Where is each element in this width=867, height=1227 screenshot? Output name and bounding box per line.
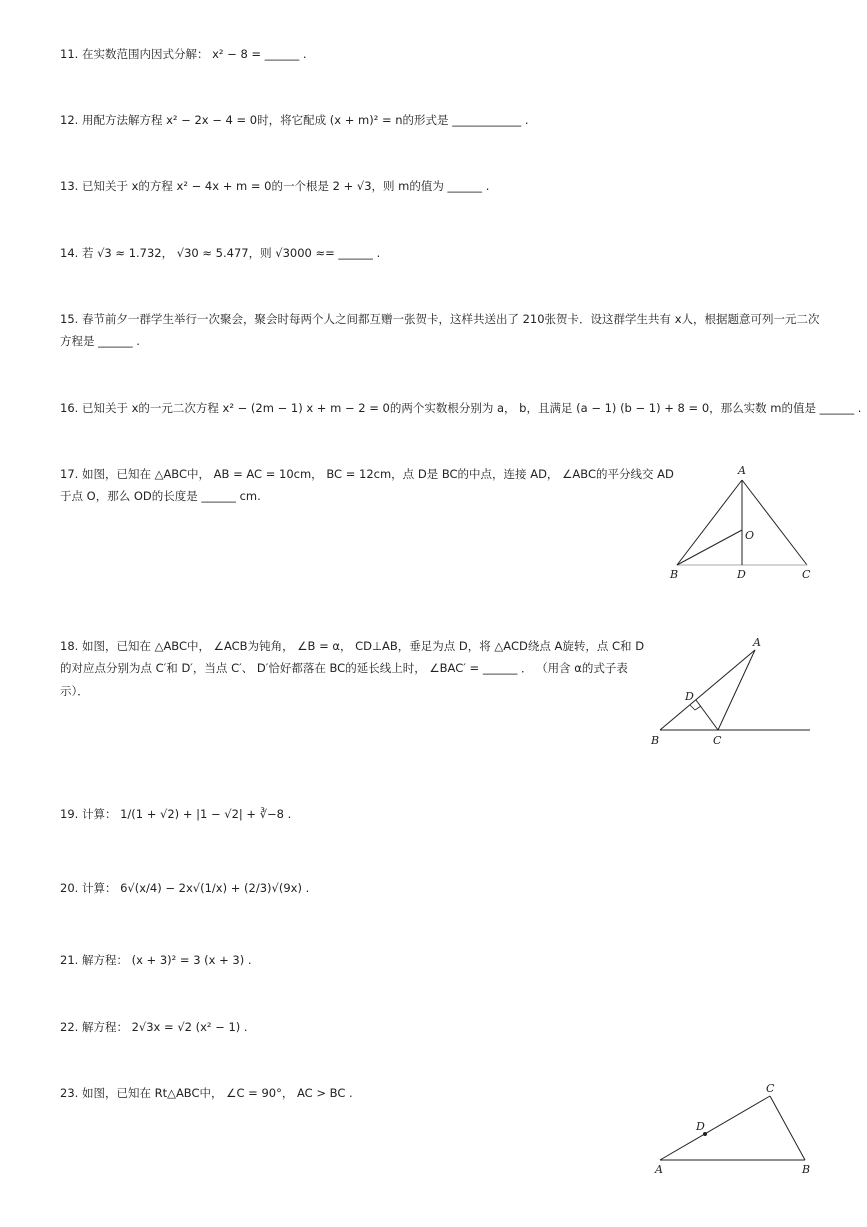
question-15-line1: 15. 春节前夕一群学生举行一次聚会，聚会时每两个人之间都互赠一张贺卡，这样共送出了 210张贺卡．设这群学生共有 x人，根据题意可列一元二次 <box>60 312 820 326</box>
label-D: D <box>737 568 746 581</box>
question-20: 20. 计算： 6√(x/4) − 2x√(1/x) + (2/3)√(9x) . <box>60 881 310 895</box>
question-23: 23. 如图，已知在 Rt△ABC中， ∠C = 90°， AC > BC . <box>60 1086 353 1100</box>
label-B: B <box>651 734 660 747</box>
label-B: B <box>802 1163 811 1176</box>
question-17-line1: 17. 如图，已知在 △ABC中， AB = AC = 10cm， BC = 12cm，点 D是 BC的中点，连接 AD， ∠ABC的平分线交 AD <box>60 467 674 481</box>
question-16: 16. 已知关于 x的一元二次方程 x² − (2m − 1) x + m − 2 = 0的两个实数根分别为 a， b，且满足 (a − 1) (b − 1) + 8 = 0，那么实数 m的值是 ______ . <box>60 401 862 415</box>
question-18-line2: 的对应点分别为点 C′和 D′，当点 C′、 D′恰好都落在 BC的延长线上时， ∠BAC′ = ______ ． （用含 α的式子表 <box>60 661 628 675</box>
label-A: A <box>655 1163 663 1176</box>
label-B: B <box>670 568 679 581</box>
label-A: A <box>738 464 746 477</box>
question-17-line2: 于点 O，那么 OD的长度是 ______ cm. <box>60 489 261 503</box>
question-13: 13. 已知关于 x的方程 x² − 4x + m = 0的一个根是 2 + √3，则 m的值为 ______ . <box>60 179 490 193</box>
label-C: C <box>802 568 811 581</box>
question-22: 22. 解方程： 2√3x = √2 (x² − 1) . <box>60 1020 248 1034</box>
question-15-line2: 方程是 ______ . <box>60 334 140 348</box>
question-19: 19. 计算： 1/(1 + √2) + |1 − √2| + ∛−8 . <box>60 807 292 821</box>
figure-18-obtuse-triangle <box>645 630 815 750</box>
label-O: O <box>745 529 755 542</box>
figure-23-right-triangle <box>650 1080 815 1180</box>
question-12: 12. 用配方法解方程 x² − 2x − 4 = 0时，将它配成 (x + m)² = n的形式是 ____________ . <box>60 113 529 127</box>
label-D: D <box>696 1120 705 1133</box>
question-14: 14. 若 √3 ≈ 1.732， √30 ≈ 5.477，则 √3000 ≈= ______ . <box>60 246 381 260</box>
question-18-line1: 18. 如图，已知在 △ABC中， ∠ACB为钝角， ∠B = α， CD⊥AB，垂足为点 D，将 △ACD绕点 A旋转，点 C和 D <box>60 639 645 653</box>
figure-17-isosceles-triangle <box>660 460 820 585</box>
label-C: C <box>766 1082 775 1095</box>
question-21: 21. 解方程： (x + 3)² = 3 (x + 3) . <box>60 953 252 967</box>
label-D: D <box>685 690 694 703</box>
label-A: A <box>753 636 761 649</box>
question-18-line3: 示）． <box>60 684 89 698</box>
question-11: 11. 在实数范围内因式分解： x² − 8 = ______ . <box>60 47 307 61</box>
label-C: C <box>713 734 722 747</box>
